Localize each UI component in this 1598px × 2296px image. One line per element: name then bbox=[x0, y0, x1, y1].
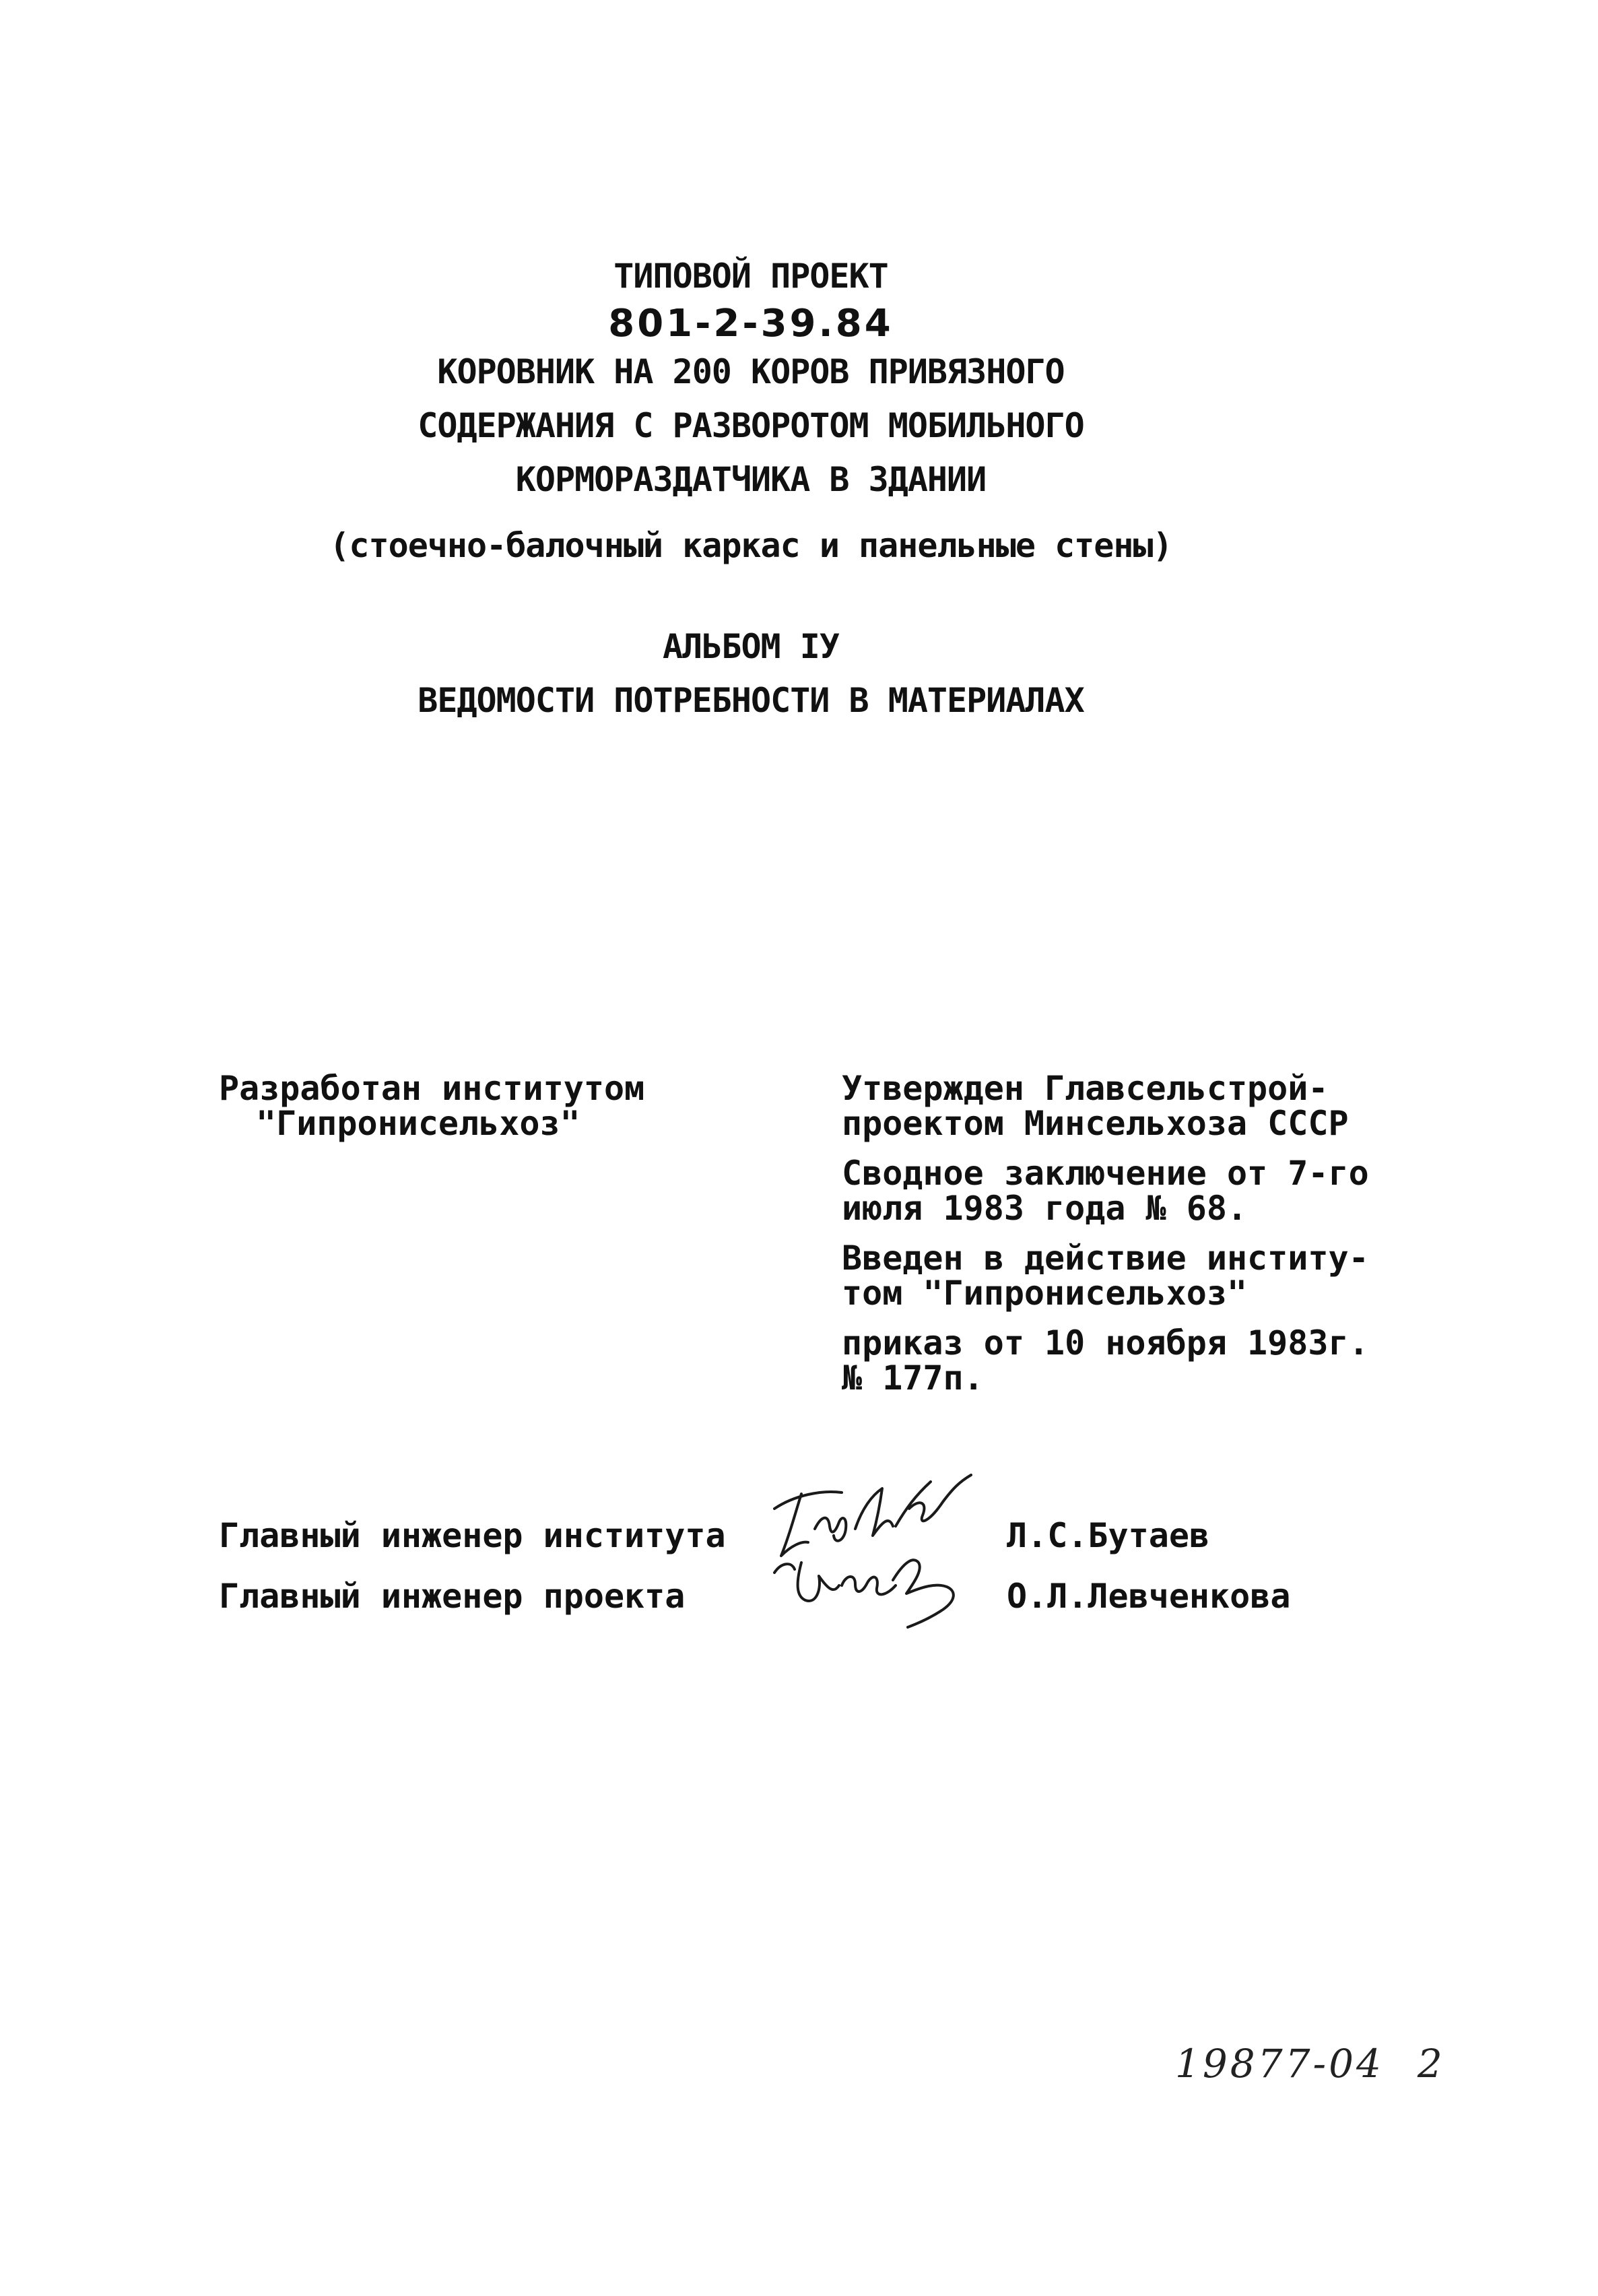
approval-block bbox=[842, 1071, 1367, 1410]
inventory-number: 19877-04 bbox=[1175, 2041, 1384, 2087]
approval-line: Утвержден Главсельстрой- bbox=[842, 1069, 1329, 1108]
signature-icon bbox=[754, 1462, 997, 1637]
chief-engineer-institute-name: Л.С.Бутаев bbox=[1007, 1516, 1210, 1555]
inventory-footer bbox=[1175, 2041, 1445, 2087]
title-line-3: КОРМОРАЗДАТЧИКА В ЗДАНИИ bbox=[515, 460, 987, 499]
chief-engineer-project-name: О.Л.Левченкова bbox=[1007, 1577, 1291, 1616]
album-number: АЛЬБОМ IУ bbox=[663, 627, 839, 666]
chief-engineer-institute-label: Главный инженер института bbox=[219, 1516, 726, 1555]
album-block bbox=[0, 620, 1502, 727]
signature-row-institute bbox=[219, 1515, 1210, 1556]
conclusion-paragraph bbox=[842, 1156, 1367, 1226]
order-line: № 177п. bbox=[842, 1358, 984, 1398]
approval-line: проектом Минсельхоза СССР bbox=[842, 1104, 1349, 1143]
album-title: ВЕДОМОСТИ ПОТРЕБНОСТИ В МАТЕРИАЛАХ bbox=[418, 681, 1084, 720]
doc-type-heading: ТИПОВОЙ ПРОЕКТ bbox=[613, 257, 888, 296]
conclusion-line: Сводное заключение от 7-го bbox=[842, 1154, 1369, 1193]
enactment-paragraph bbox=[842, 1241, 1367, 1311]
handwritten-signatures bbox=[754, 1462, 997, 1637]
developed-by-block bbox=[219, 1071, 644, 1141]
page-number: 2 bbox=[1417, 2041, 1445, 2087]
title-line-2: СОДЕРЖАНИЯ С РАЗВОРОТОМ МОБИЛЬНОГО bbox=[418, 406, 1084, 445]
enactment-line: том "Гипронисельхоз" bbox=[842, 1274, 1248, 1313]
title-line-1: КОРОВНИК НА 200 КОРОВ ПРИВЯЗНОГО bbox=[437, 352, 1065, 391]
title-block bbox=[0, 249, 1502, 572]
developed-by-label: Разработан институтом bbox=[219, 1069, 645, 1108]
chief-engineer-project-label: Главный инженер проекта bbox=[219, 1577, 686, 1616]
developed-by-institute: "Гипронисельхоз" bbox=[256, 1104, 580, 1143]
enactment-line: Введен в действие институ- bbox=[842, 1239, 1369, 1278]
title-subtitle: (стоечно-балочный каркас и панельные стены) bbox=[329, 526, 1172, 565]
approval-paragraph bbox=[842, 1071, 1367, 1141]
signature-row-project bbox=[219, 1576, 1291, 1616]
project-number: 801-2-39.84 bbox=[608, 302, 894, 346]
conclusion-line: июля 1983 года № 68. bbox=[842, 1189, 1248, 1228]
order-line: приказ от 10 ноября 1983г. bbox=[842, 1323, 1369, 1363]
order-paragraph bbox=[842, 1325, 1367, 1396]
